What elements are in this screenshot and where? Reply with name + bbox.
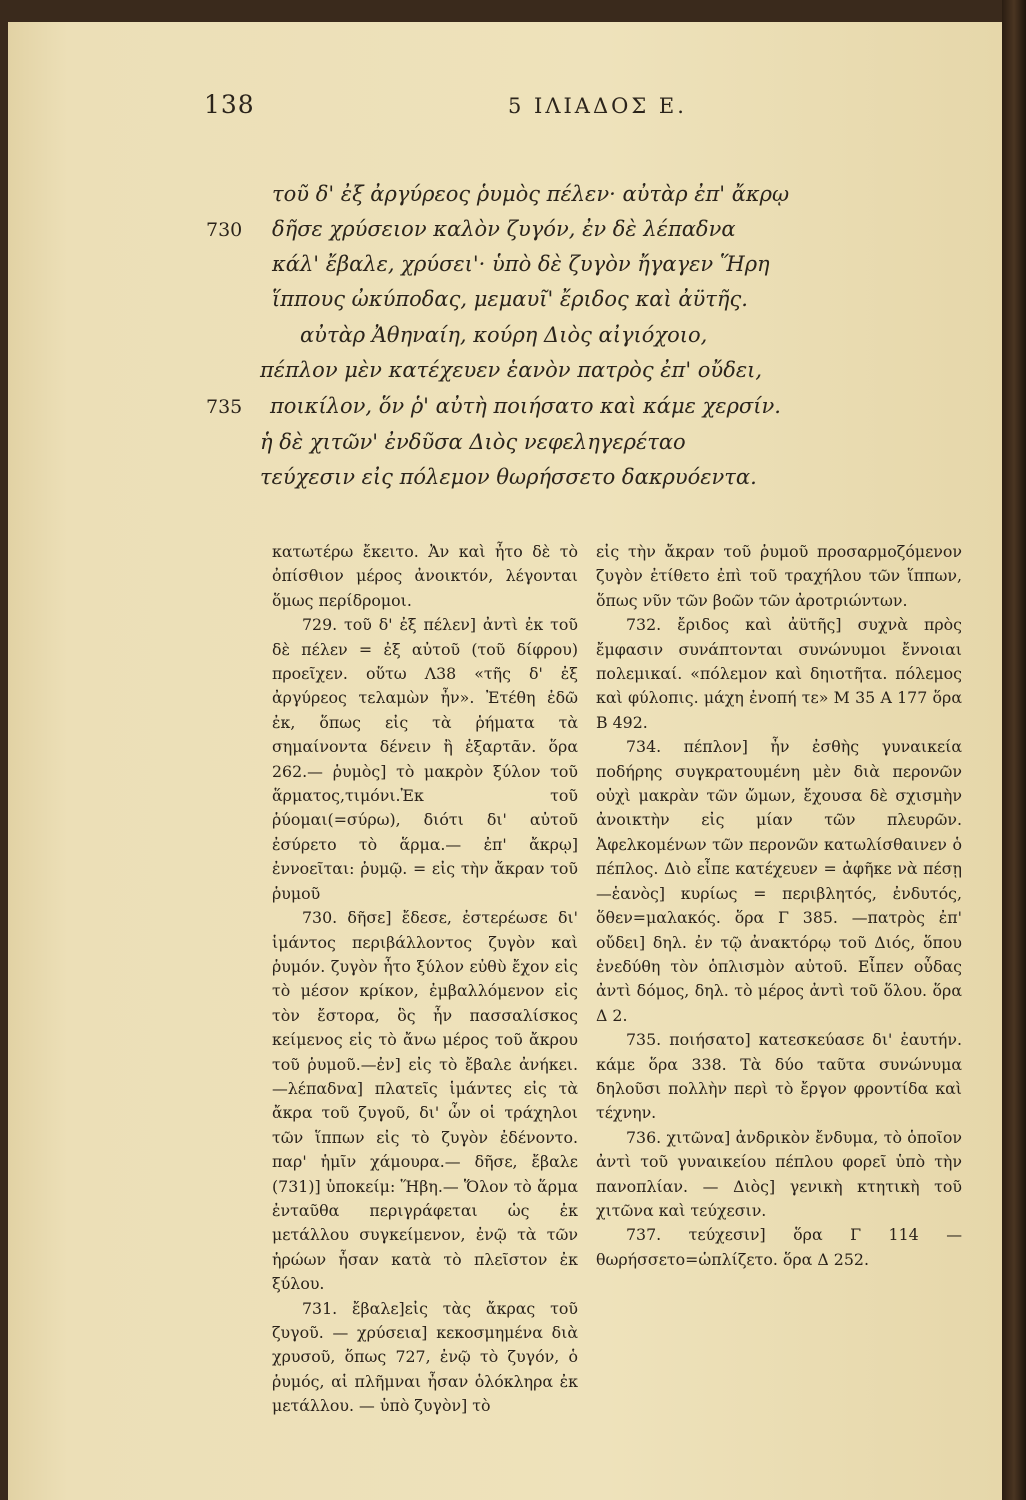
verse-text: τοῦ δ' ἐξ ἀργύρεος ῥυμὸς πέλεν· αὐτὰρ ἐπ' ἄκρῳ [272, 182, 790, 206]
page-header [8, 90, 1002, 130]
verse-text: τεύχεσιν εἰς πόλεμον θωρήσσετο δακρυόεντα. [260, 465, 757, 489]
commentary-paragraph: 737. τεύχεσιν] ὅρα Γ 114 —θωρήσσετο=ὡπλίζετο. ὅρα Δ 252. [596, 1225, 962, 1269]
commentary-paragraph: 735. ποιήσατο] κατεσκεύασε δι' ἑαυτήν. κάμε ὅρα 338. Τὰ δύο ταῦτα συνώνυμα δηλοῦσι πολλὴν περὶ τὸ ἔργον φροντίδα καὶ τέχνην. [596, 1030, 962, 1123]
book-page [8, 22, 1002, 1500]
verse-text: δῆσε χρύσειον καλὸν ζυγόν, ἐν δὲ λέπαδνα [272, 217, 736, 241]
verse-text: αὐτὰρ Ἀθηναίη, κούρη Διὸς αἰγιόχοιο, [300, 323, 708, 347]
verse-number: 730 [206, 219, 243, 241]
commentary-right-column [596, 540, 962, 1272]
verse-line [8, 182, 1002, 218]
commentary-paragraph: 734. πέπλον] ἦν ἐσθὴς γυναικεία ποδήρης συγκρατουμένη μὲν διὰ περονῶν οὐχὶ μακρὰν τῶν ὤμων, ἔχουσα δὲ σχισμὴν ἀνοικτὴν εἰς μίαν τῶν πλευρῶν. Ἀφελκομένων τῶν περονῶν κατωλίσθαινεν ὁ πέπλος. Διὸ εἶπε κατέχευεν = ἀφῆκε νὰ πέσῃ —ἑανὸς] κυρίως = περιβλητός, ἐνδυτός, ὅθεν=μαλακός. ὅρα Γ 385. —πατρὸς ἐπ' οὔδει] δηλ. ἐν τῷ ἀνακτόρῳ τοῦ Διός, ὅπου ἐνεδύθη τὸν ὁπλισμὸν αὐτοῦ. Εἶπεν οὖδας ἀντὶ δόμος, δηλ. τὸ μέρος ἀντὶ τοῦ ὅλου. ὅρα Δ 2. [596, 737, 962, 1025]
verse-text: κάλ' ἔβαλε, χρύσει'· ὑπὸ δὲ ζυγὸν ἤγαγεν Ἥρη [272, 252, 770, 276]
commentary-paragraph: 736. χιτῶνα] ἀνδρικὸν ἔνδυμα, τὸ ὁποῖον ἀντὶ τοῦ γυναικείου πέπλου φορεῖ ὑπὸ τὴν πανοπλίαν. — Διὸς] γενικὴ κτητικὴ τοῦ χιτῶνα καὶ τεύχεσιν. [596, 1127, 962, 1220]
book-spine-edge [1002, 0, 1026, 1500]
commentary-paragraph: 730. δῆσε] ἔδεσε, ἐστερέωσε δι' ἱμάντος περιβάλλοντος ζυγὸν καὶ ῥυμόν. ζυγὸν ἦτο ξύλον εὐθὺ ἔχον εἰς τὸ μέσον κρίκον, ἐμβαλλόμενον εἰς τὸν ἔστορα, ὃς ἦν πασσαλίσκος κείμενος εἰς τὸ ἄνω μέρος τοῦ ἄκρου τοῦ ῥυμοῦ.—ἐν] εἰς τὸ ἔβαλε ἀνήκει.—λέπαδνα] πλατεῖς ἱμάντες εἰς τὰ ἄκρα τοῦ ζυγοῦ, δι' ὧν οἱ τράχηλοι τῶν ἵππων εἰς τὸ ζυγὸν ἐδένοντο. παρ' ἡμῖν χάμουρα.— δῆσε, ἔβαλε (731)] ὑποκείμ: Ἥβη.— Ὅλον τὸ ἅρμα ἐνταῦθα περιγράφεται ὡς ἐκ μετάλλου συγκείμενον, ἐνῷ τὰ τῶν ἡρώων ἦσαν κατὰ τὸ πλεῖστον ἐκ ξύλου. [272, 908, 578, 1294]
verse-line [8, 252, 1002, 288]
verse-text: ἡ δὲ χιτῶν' ἐνδῦσα Διὸς νεφεληγερέταο [260, 430, 686, 454]
verse-text: πέπλον μὲν κατέχευεν ἑανὸν πατρὸς ἐπ' οὔδει, [260, 358, 763, 382]
commentary-paragraph: 729. τοῦ δ' ἐξ πέλεν] ἀντὶ ἐκ τοῦ δὲ πέλεν = ἐξ αὐτοῦ (τοῦ δίφρου) προεῖχεν. οὕτω Λ38 «τῆς δ' ἐξ ἀργύρεος τελαμὼν ἦν». Ἐτέθη ἐδῶ ἐκ, ὅπως εἰς τὰ ῥήματα τὰ σημαίνοντα δένειν ἢ ἐξαρτᾶν. ὅρα 262.— ῥυμὸς] τὸ μακρὸν ξύλον τοῦ ἅρματος,τιμόνι.Ἐκ τοῦ ῥύομαι(=σύρω), διότι δι' αὐτοῦ ἐσύρετο τὸ ἅρμα.— ἐπ' ἄκρῳ] ἐννοεῖται: ῥυμῷ. = εἰς τὴν ἄκραν τοῦ ῥυμοῦ [272, 615, 578, 903]
commentary-paragraph: 731. ἔβαλε]εἰς τὰς ἄκρας τοῦ ζυγοῦ. — χρύσεια] κεκοσμημένα διὰ χρυσοῦ, ὅπως 727, ἐνῷ τὸ ζυγόν, ὁ ῥυμός, αἱ πλῆμναι ἦσαν ὁλόκληρα ἐκ μετάλλου. — ὑπὸ ζυγὸν] τὸ [272, 1298, 578, 1416]
verse-line [8, 323, 1002, 359]
commentary-left-column [272, 540, 578, 1419]
verse-line [8, 430, 1002, 466]
verse-text: ποικίλον, ὅν ῥ' αὐτὴ ποιήσατο καὶ κάμε χερσίν. [270, 394, 781, 418]
verse-line [8, 465, 1002, 501]
commentary-paragraph: 732. ἔριδος καὶ ἀϋτῆς] συχνὰ πρὸς ἔμφασιν συνάπτονται συνώνυμοι ἔννοιαι πολεμικαί. «πόλεμον καὶ δηιοτῆτα. πόλεμος καὶ φύλοπις. μάχη ἐνοπή τε» Μ 35 Α 177 ὅρα Β 492. [596, 615, 962, 732]
page-number: 138 [204, 90, 255, 119]
verse-line [8, 394, 1002, 430]
verse-number: 735 [206, 396, 243, 418]
verse-line [8, 217, 1002, 253]
commentary-paragraph: κατωτέρω ἔκειτο. Ἀν καὶ ἦτο δὲ τὸ ὀπίσθιον μέρος ἀνοικτόν, λέγονται ὅμως περίδρομοι. [272, 542, 578, 610]
running-head: 5 ΙΛΙΑΔΟΣ Ε. [508, 94, 687, 118]
commentary-paragraph: εἰς τὴν ἄκραν τοῦ ῥυμοῦ προσαρμοζόμενον ζυγὸν ἐτίθετο ἐπὶ τοῦ τραχήλου τῶν ἵππων, ὅπως νῦν τῶν βοῶν τῶν ἀροτριώντων. [596, 542, 962, 610]
verse-line [8, 358, 1002, 394]
verse-line [8, 287, 1002, 323]
verse-text: ἵππους ὠκύποδας, μεμαυῖ' ἔριδος καὶ ἀϋτῆς. [272, 287, 748, 311]
